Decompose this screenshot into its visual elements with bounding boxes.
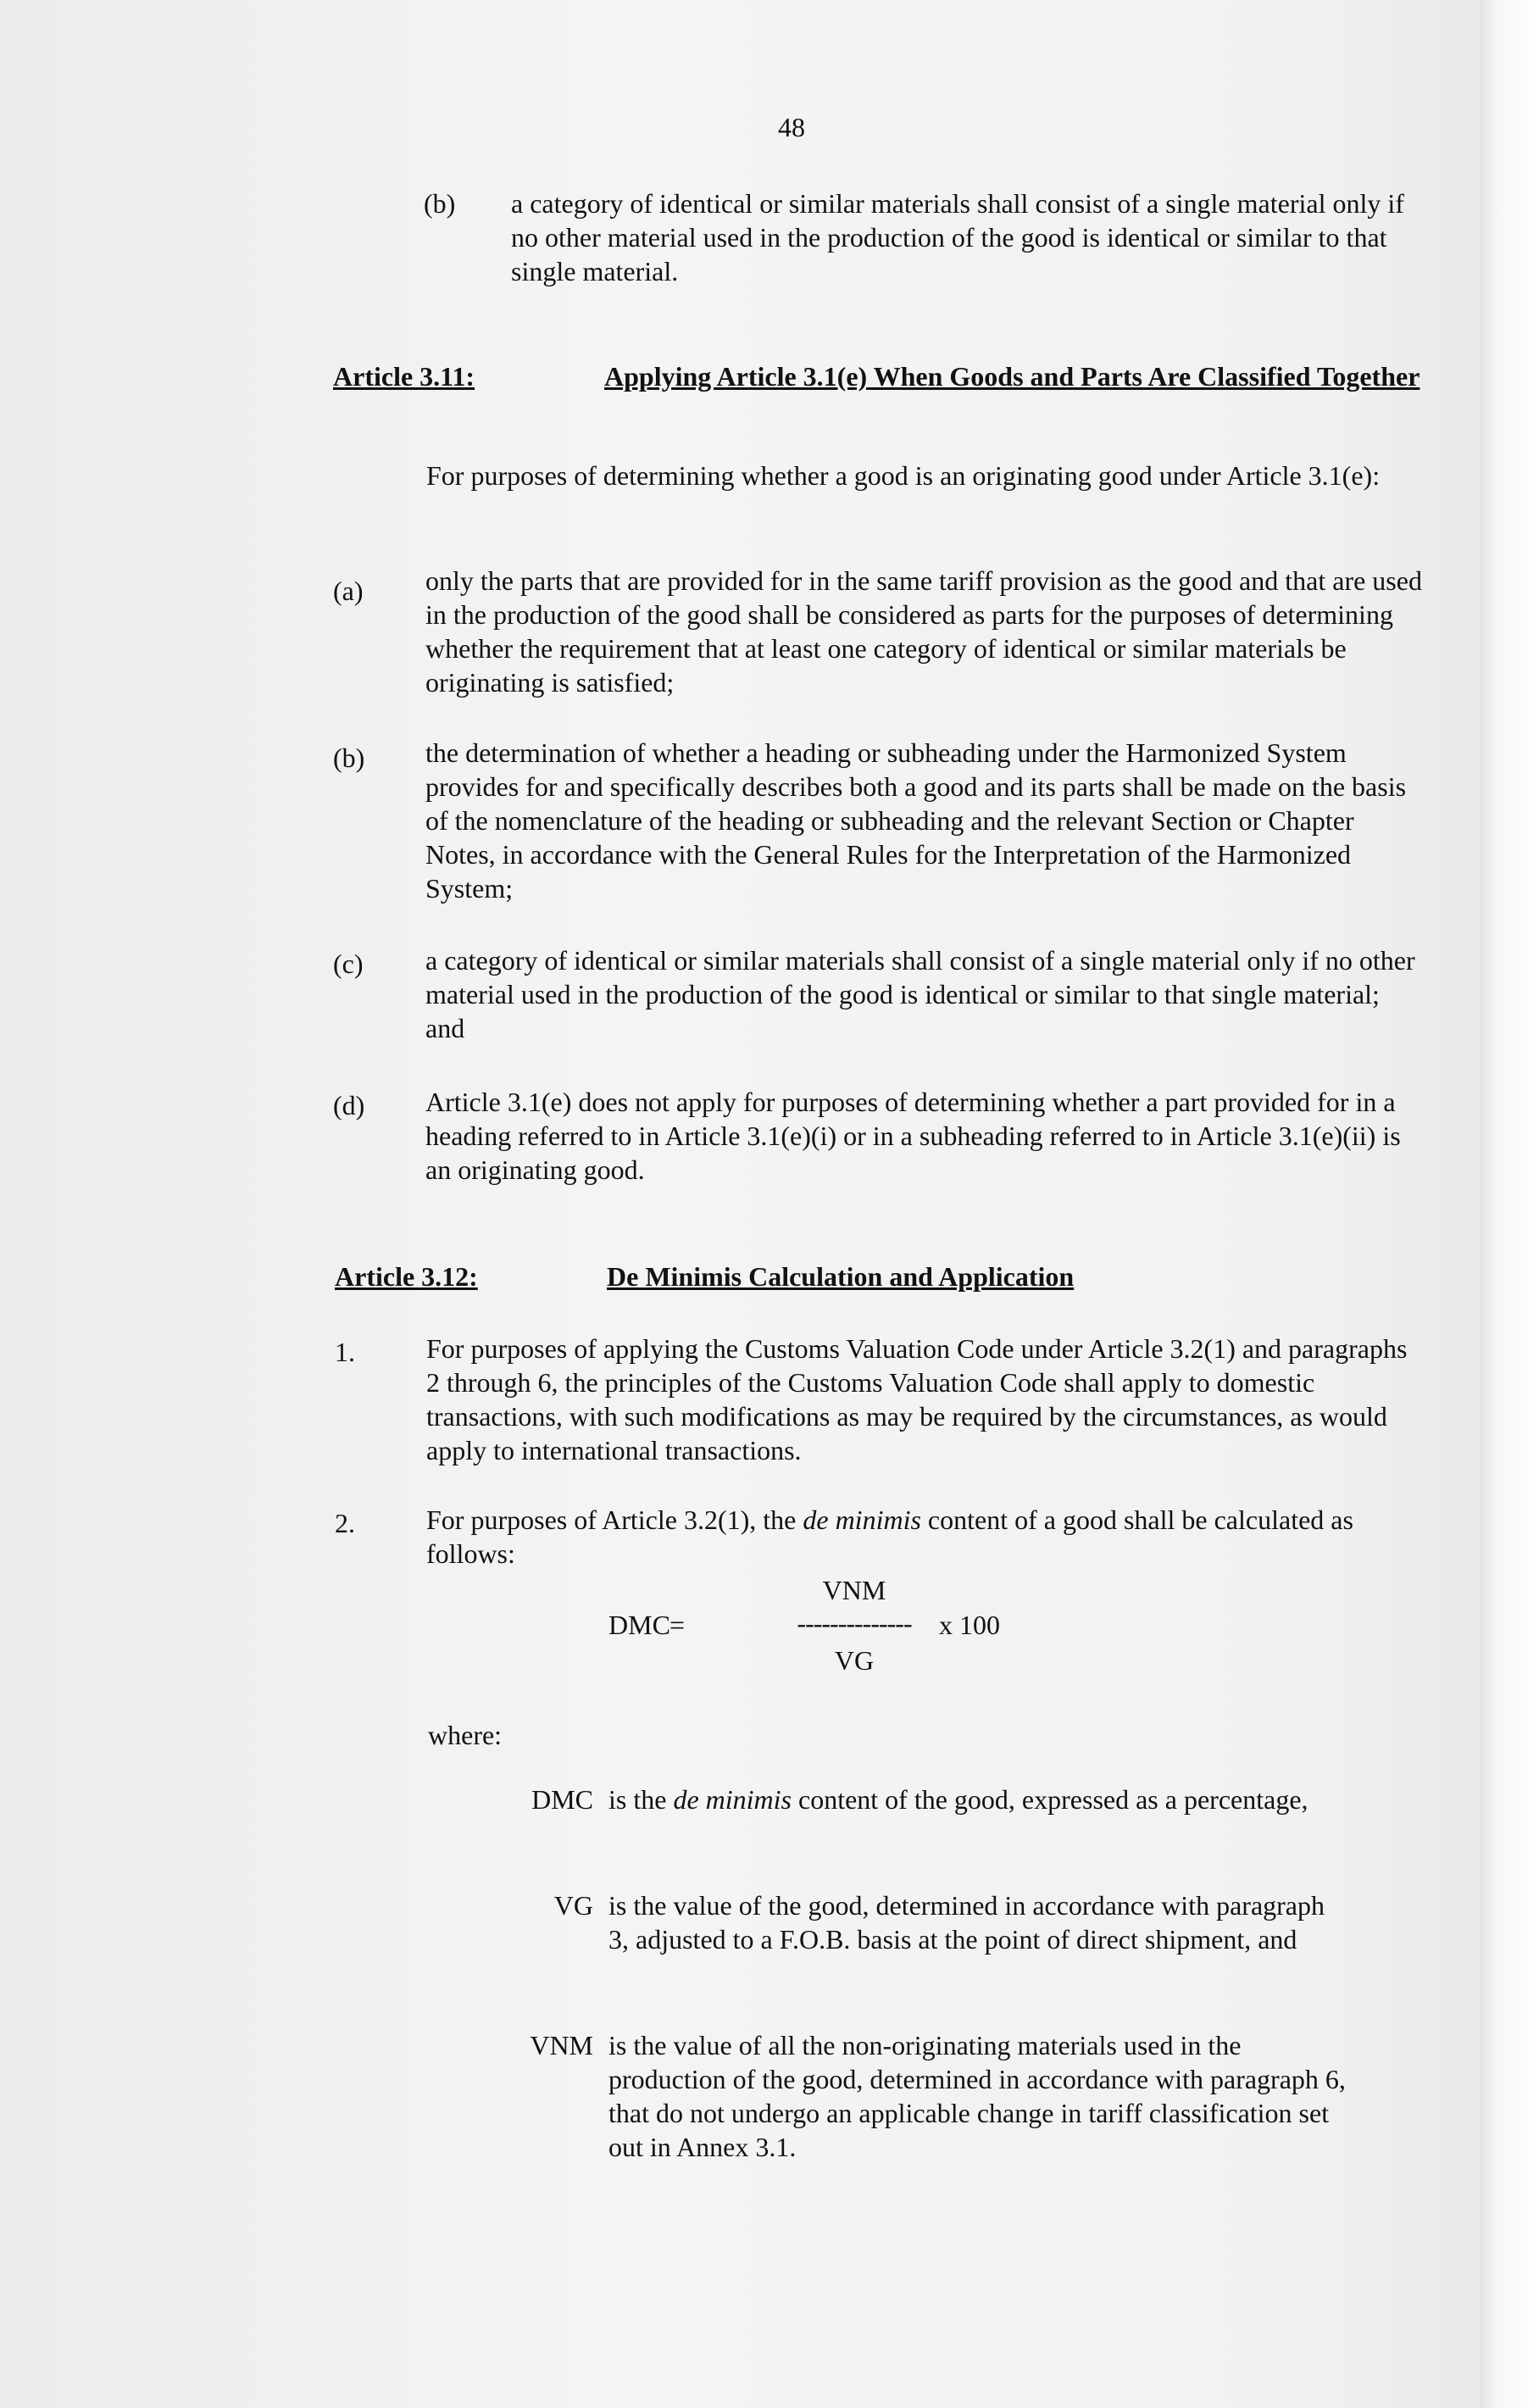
formula-denominator: VG xyxy=(834,1645,875,1676)
para-1-label: 1. xyxy=(335,1337,355,1367)
article-311-title: Applying Article 3.1(e) When Goods and Parts Are Classified Together xyxy=(604,361,1420,392)
def-vnm-text: is the value of all the non-originating materials used in the production of the good, determined in accordance with paragraph 6, that do not undergo an applicable change in tariff classification set out in Annex 3.1. xyxy=(608,2030,1346,2162)
item-b-label: (b) xyxy=(333,742,365,773)
article-311-number: Article 3.11: xyxy=(333,361,475,392)
article-312-title: De Minimis Calculation and Application xyxy=(607,1261,1075,1292)
def-vg-text: is the value of the good, determined in accordance with paragraph 3, adjusted to a F.O.B. basis at the point of direct shipment, and xyxy=(608,1890,1325,1955)
para-2-label: 2. xyxy=(335,1508,355,1538)
top-item-label: (b) xyxy=(424,188,456,219)
page-number: 48 xyxy=(778,112,805,142)
formula-equals: = xyxy=(669,1610,686,1640)
where-label: where: xyxy=(428,1720,503,1750)
item-a-text: only the parts that are provided for in the same tariff provision as the good and that are used in the production of the good shall be considered as parts for the purposes of determining whether the requirement that at least one category of identical or similar materials be originating is satisfied; xyxy=(425,565,1422,698)
item-c-text: a category of identical or similar materials shall consist of a single material only if no other material used in the production of the good is identical or similar to that single material; and xyxy=(425,945,1415,1043)
formula-multiplier: x 100 xyxy=(939,1610,1000,1640)
formula-divider: -------------- xyxy=(797,1608,912,1638)
item-b-text: the determination of whether a heading or subheading under the Harmonized System provides for and specifically describes both a good and its parts shall be made on the basis of the nomenclature of the heading or subheading and the relevant Section or Chapter Notes, in accordance with the General Rules for the Interpretation of the Harmonized System; xyxy=(425,737,1407,904)
def-dmc-text: is the de minimis content of the good, expressed as a percentage, xyxy=(608,1784,1308,1815)
def-vg-term: VG xyxy=(553,1890,593,1921)
item-c-label: (c) xyxy=(333,948,364,979)
def-vnm-term: VNM xyxy=(530,2030,593,2060)
item-a-label: (a) xyxy=(333,576,364,606)
page-edge-shadow xyxy=(1480,0,1539,2408)
para-2-text: For purposes of Article 3.2(1), the de minimis content of a good shall be calculated as follows: xyxy=(426,1504,1353,1569)
para-1-text: For purposes of applying the Customs Valuation Code under Article 3.2(1) and paragraphs 2 through 6, the principles of the Customs Valuation Code shall apply to domestic transactions, with such modifications as may be required by the circumstances, as would apply to international transactions. xyxy=(426,1333,1408,1465)
formula-lhs: DMC xyxy=(608,1610,670,1640)
article-312-number: Article 3.12: xyxy=(335,1261,478,1292)
article-311-intro: For purposes of determining whether a good is an originating good under Article 3.1(e): xyxy=(426,460,1381,491)
item-d-text: Article 3.1(e) does not apply for purposes of determining whether a part provided for in a heading referred to in Article 3.1(e)(i) or in a subheading referred to in Article 3.1(e)(ii) is an originating good. xyxy=(425,1087,1401,1185)
formula-numerator: VNM xyxy=(822,1575,886,1605)
top-item-text: a category of identical or similar materials shall consist of a single material only if no other material used in the production of the good is identical or similar to that single material. xyxy=(511,188,1404,286)
item-d-label: (d) xyxy=(333,1090,365,1121)
def-dmc-term: DMC xyxy=(531,1784,593,1815)
